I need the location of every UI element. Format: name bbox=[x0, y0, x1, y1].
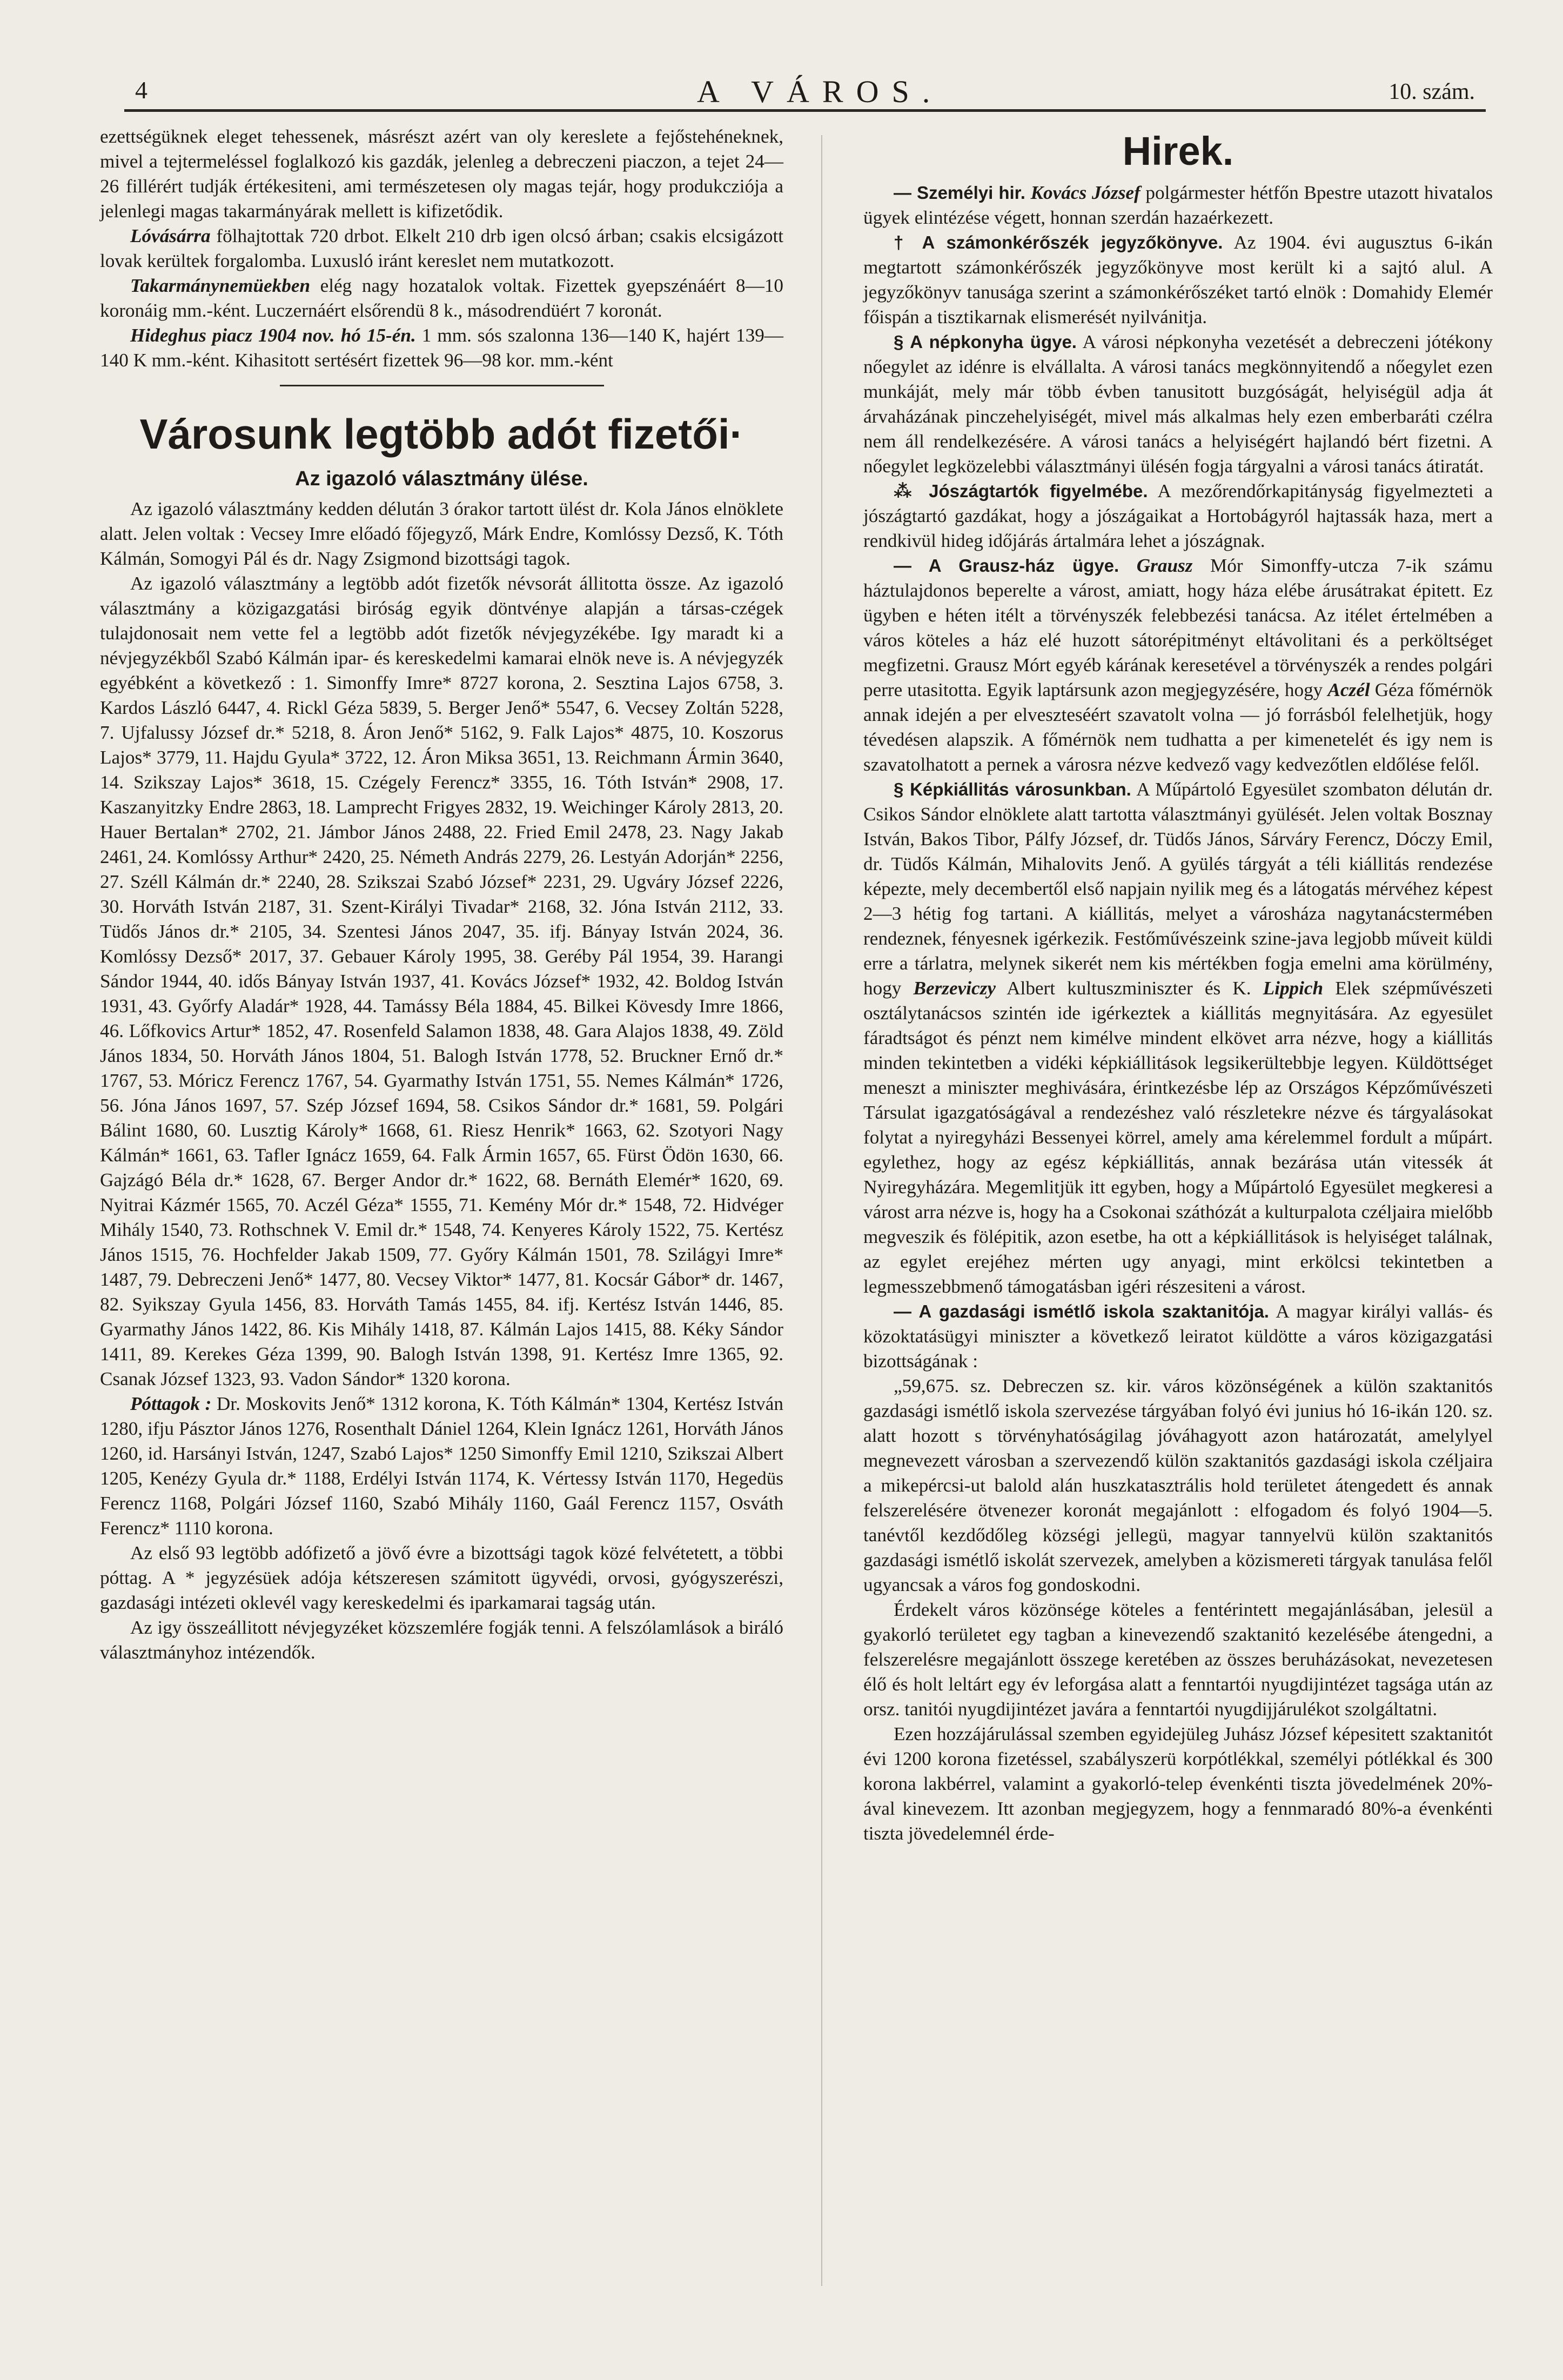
news-item-grausz-house bbox=[863, 553, 1493, 777]
news-item-text: Albert kultuszminiszter és K. bbox=[995, 978, 1251, 999]
news-item-text: Az 1904. évi augusztus 6-ikán megtartott számonkérőszék jegyzőkönyve most került ki a sajtó alul. A jegyzőkönyv tanusága szerint a számonkérőszéket tartó elnök : Domahidy Elemér főispán a tisztikarnak elismerését nyilvánitja. bbox=[863, 232, 1493, 327]
market-horse-title: Lóvásárra bbox=[130, 225, 211, 246]
section-rule bbox=[280, 385, 604, 386]
person-name: Kovács József bbox=[1030, 182, 1141, 203]
page-number: 4 bbox=[135, 76, 147, 104]
column-divider bbox=[821, 135, 822, 2286]
news-item-text: A magyar királyi vallás- és közoktatásügyi miniszter a következő leiratot küldötte a város közigazgatási bizottságának : bbox=[863, 1301, 1493, 1372]
substitutes-paragraph bbox=[100, 1392, 783, 1541]
news-item-text: Géza főmérnök annak idején a per elveszteséért szavatolt volna — jó forrásból felelhetjük, hogy tévedésen alapszik. A főmérnök nem tudhatta a per kimenetelét és igy nem is szavatolhatott a pernek a városra nézve kedvező vagy kedvezőtlen eldőlése felől. bbox=[863, 679, 1493, 775]
market-meat-title: Hideghus piacz 1904 nov. hó 15-én. bbox=[130, 325, 416, 346]
news-item-heading: § A népkonyha ügye. bbox=[894, 332, 1077, 352]
news-heading: Hirek. bbox=[1122, 129, 1234, 173]
left-column bbox=[100, 124, 783, 1665]
substitutes-text: Dr. Moskovits Jenő* 1312 korona, K. Tóth Kálmán* 1304, Kertész István 1280, ifju Pásztor János 1276, Rosenthalt Dániel 1264, Klein Ignácz 1261, Horváth János 1260, id. Harsányi István, 1247, Szabó Lajos* 1250 Simonffy Emil 1210, Szikszai Albert 1205, Kenézy Gyula dr.* 1188, Erdélyi István 1174, K. Vértessy István 1170, Hegedüs Ferencz 1168, Polgári József 1160, Szabó Mihály 1160, Gaál Ferencz 1157, Osváth Ferencz* 1110 korona. bbox=[100, 1393, 783, 1539]
decree-quote-2: Érdekelt város közönsége köteles a fentérintett megajánlásában, jelesül a gyakorló területet egy tagban a kinevezendő szaktanitó kezelésébe átengedni, a felszerelésre megajánlott összege keretében az összes beruházásokat, nevezetesen élő és holt leltárt egy év leforgása alatt a fenntartói nyugdijintézet tagsága után az orsz. tanitói nyugdijintézet javára a fenntartói nyugdijjárulékot szolgáltatni. bbox=[863, 1599, 1493, 1720]
decree-quote-3: Ezen hozzájárulással szemben egyidejüleg Juhász József képesitett szaktanitót évi 1200 korona fizetéssel, szabályszerü korpótlékkal, személyi pótlékkal és 300 korona lakbérrel, valamint a gyakorló-telep évenkénti tiszta jövedelmének 20%-ával kinevezem. Itt azonban megjegyzem, hogy a fennmaradó 80%-a évenkénti tiszta jövedelemnél érde- bbox=[863, 1723, 1493, 1844]
news-item-heading: ⁂ Jószágtartók figyelmébe. bbox=[894, 481, 1148, 501]
news-item-heading: § Képkiállitás városunkban. bbox=[894, 779, 1131, 799]
news-item-soup-kitchen bbox=[863, 330, 1493, 479]
substitutes-title: Póttagok : bbox=[130, 1393, 212, 1414]
article-subheading: Az igazoló választmány ülése. bbox=[295, 467, 588, 490]
news-item-text: Mór Simonffy-utcza 7-ik számu háztulajdonos beperelte a várost, amiatt, hogy háza elébe árusátrakat épitett. Ez ügyben e héten itélt a törvényszék felebbezési tanácsa. Az itélet értelmében a város köteles a ház elé huzott sátorépitményt eltávolitani és a perköltséget megfizetni. Grausz Mórt egyéb kárának keresetével a törvényszék a rendes polgári perre utasitotta. Egyik laptársunk azon megjegyzésére, hogy bbox=[863, 555, 1493, 700]
market-paragraph-2 bbox=[100, 224, 783, 273]
news-item-heading: — A gazdasági ismétlő iskola szaktanitója. bbox=[894, 1301, 1269, 1321]
news-item-text: A Műpártoló Egyesület szombaton délután dr. Csikos Sándor elnöklete alatt tartotta választmányi gyülését. Jelen voltak Bosznay István, Bakos Tibor, Pálfy József, dr. Tüdős János, Sárváry Ferencz, Dóczy Emil, dr. Tüdős Kálmán, Mihalovits Jenő. A gyülés tárgyát a téli kiállitás rendezése képezte, mely decembertől első napjain nyilik meg és a látogatás mérvéhez képest 2—3 hétig fog tartani. A kiállitás, melyet a városháza nagytanácstermében rendeznek, fényesnek igérkezik. Festőművészeink szine-java legjobb műveit küldi erre a tárlatra, melynek sikerét nem kis mértékben fogja emelni ama körülmény, hogy bbox=[863, 779, 1493, 999]
news-item-school bbox=[863, 1299, 1493, 1374]
news-item-heading: — Személyi hir. bbox=[894, 183, 1025, 203]
article-heading: Városunk legtöbb adót fizetői· bbox=[139, 410, 744, 458]
market-meat-text: 1 mm. sós szalonna 136—140 K, hajért 139—140 K mm.-ként. Kihasitott sertésért fizettek 96—98 kor. mm.-ként bbox=[100, 325, 783, 371]
news-item-minutes bbox=[863, 230, 1493, 330]
decree-quote-1: „59,675. sz. Debreczen sz. kir. város közönségének a külön szaktanitós gazdasági ismétlő iskola szervezése tárgyában folyó évi junius hó 16-ikán 120. sz. alatt hozott s törvényhatóságilag jóváhagyott azon határozatát, amelylyel megnevezett városban a szervezendő külön szaktanitós gazdasági iskola czéljaira a mikepércsi-ut balold alán huszkatasztrális hold területet átengedett és annak felszerelésére ötvenezer koronát megajánlott : elfogadom és folyó 1904—5. tanévtől kezdődőleg községi jellegü, magyar tannyelvü külön szaktanitós gazdasági ismétlő iskolát szervezek, amelyben a közismereti tárgyak tanulása felől ugyancsak a város fog gondoskodni. bbox=[863, 1375, 1493, 1595]
news-item-text: Elek szépművészeti osztálytanácsos szintén ide igérkeztek a kiállitás megnyitására. Az egyesület fáradtságot és pénzt nem kimélve mindent elkövet arra nézve, hogy a kiállitás minden tekintetben a vidéki képkiállitások legsikerültebbje legyen. Küldöttséget meneszt a miniszter meghivására, érintkezésbe lép az Országos Képzőművészeti Társulat igazgatóságával a rendezéshez való részletekre nézve és tárgyalásokat folytat a nyiregyházi Bessenyei körrel, amely ama kérelemmel fordult a műpárt. egylethez, hogy az egész képkiállitás, annak bezárása után vitessék át Nyiregyházára. Megemlitjük itt egyben, hogy a Műpártoló Egyesület megkeresi a várost arra nézve is, hogy ha a Csokonai száthózát a kulturpalota czéljaira mielőbb megveszik és fölépitik, azon esetbe, ha ott a képkiállitások is helyiséget találnak, az egylet erejéhez mérten ugy anyagi, mint erkölcsi tekintetben a legmesszebbmenő támogatásban igéri részesiteni a várost. bbox=[863, 978, 1493, 1297]
right-column bbox=[863, 124, 1493, 1846]
news-item-heading: † A számonkérőszék jegyzőkönyve. bbox=[894, 232, 1223, 252]
person-name: Aczél bbox=[1327, 679, 1370, 700]
market-fodder-text: elég nagy hozatalok voltak. Fizettek gyepszénáért 8—10 koronáig mm.-ként. Luczernáért elsőrendü 8 k., másodrendüért 7 koronát. bbox=[100, 275, 783, 321]
market-fodder-title: Takarmánynemüekben bbox=[130, 275, 311, 296]
news-item-heading: — A Grausz-ház ügye. bbox=[894, 556, 1119, 576]
issue-number: 10. szám. bbox=[1388, 79, 1475, 104]
market-horse-text: fölhajtottak 720 drbot. Elkelt 210 drb igen olcsó árban; csakis elcsigázott lovak kerültek forgalomba. Luxusló iránt kereslet nem mutatkozott. bbox=[100, 225, 783, 271]
market-paragraph-3 bbox=[100, 273, 783, 323]
news-item-text: A városi népkonyha vezetését a debreczeni jótékony nőegylet az idénre is elvállalta. A városi tanács megkönnyitendő a nőegylet ezen munkáját, mely már több évben tanusitott buzgóságát, helyiségül adja át árvaházának pinczehelyiségét, mivel más alkalmas hely ezen emberbaráti czélra nem áll rendelkezésére. A városi tanács a helyiségért hajlandó bért fizetni. A nőegylet legközelebbi választmányi ülésén fogja tárgyalni a városi tanács átiratát. bbox=[863, 331, 1493, 477]
article-paragraph-final: Az igy összeállitott névjegyzéket közszemlére fogják tenni. A felszólamlások a biráló választmányhoz intézendők. bbox=[100, 1617, 783, 1663]
taxpayer-list: Az igazoló választmány a legtöbb adót fizetők névsorát állitotta össze. Az igazoló választmány a közigazgatási biróság egyik döntvénye alapján a társas-czégek tulajdonosait nem vette fel a legtöbb adót fizetők névjegyzékébe. Igy maradt ki a névjegyzékből Szabó Kálmán ipar- és kereskedelmi kamarai elnök neve is. A névjegyzék egyébként a következő : 1. Simonffy Imre* 8727 korona, 2. Sesztina Lajos 6758, 3. Kardos László 6447, 4. Rickl Géza 5839, 5. Berger Jenő* 5547, 6. Vecsey Zoltán 5228, 7. Ujfalussy József dr.* 5218, 8. Áron Jenő* 5162, 9. Falk Lajos* 4875, 10. Koszorus Lajos* 3779, 11. Hajdu Gyula* 3722, 12. Áron Miksa 3651, 13. Reichmann Ármin 3640, 14. Szikszay Lajos* 3618, 15. Czégely Ferencz* 3355, 16. Tóth István* 2908, 17. Kaszanyitzky Endre 2863, 18. Lamprecht Frigyes 2832, 19. Weichinger Károly 2813, 20. Hauer Bertalan* 2702, 21. Jámbor János 2488, 22. Fried Emil 2478, 23. Nagy Jakab 2461, 24. Komlóssy Arthur* 2420, 25. Németh András 2279, 26. Lestyán Adorján* 2256, 27. Széll Kálmán dr.* 2240, 28. Szikszai Szabó József* 2231, 29. Ugváry József 2226, 30. Horváth István 2187, 31. Szent-Királyi Tivadar* 2168, 32. Jóna István 2112, 33. Tüdős János dr.* 2105, 34. Szentesi János 2047, 35. ifj. Bányay István 2024, 36. Komlóssy Dezső* 2017, 37. Gebauer Károly 1995, 38. Geréby Pál 1954, 39. Harangi Sándor 1944, 40. idős Bányay István 1937, 41. Kovács József* 1932, 42. Boldog István 1931, 43. Győrfy Aladár* 1928, 44. Tamássy Béla 1884, 45. Bilkei Kövesdy Imre 1866, 46. Lőfkovics Artur* 1852, 47. Rosenfeld Salamon 1838, 48. Gara Alajos 1838, 49. Zöld János 1834, 50. Horváth János 1804, 51. Balogh István 1778, 52. Bruckner Ernő dr.* 1767, 53. Móricz Ferencz 1767, 54. Gyarmathy István 1751, 55. Nemes Kálmán* 1726, 56. Jóna János 1697, 57. Szép József 1694, 58. Csikos Sándor dr.* 1681, 59. Polgári Bálint 1680, 60. Lusztig Károly* 1668, 61. Riesz Henrik* 1663, 62. Szotyori Nagy Kálmán* 1661, 63. Tafler Ignácz 1659, 64. Falk Ármin 1657, 65. Fürst Ödön 1630, 66. Gajzágó Béla dr.* 1628, 67. Berger Andor dr.* 1622, 68. Bernáth Elemér* 1620, 69. Nyitrai Kázmér 1565, 70. Aczél Géza* 1555, 71. Kemény Mór dr.* 1548, 72. Hidvéger Mihály 1540, 73. Rothschnek V. Emil dr.* 1548, 74. Kenyeres Károly 1522, 75. Kertész János 1515, 76. Hochfelder Jakab 1509, 77. Győry Kálmán 1501, 78. Szilágyi Imre* 1487, 79. Debreczeni Jenő* 1477, 80. Vecsey Viktor* 1477, 81. Kocsár Gábor* dr. 1467, 82. Syikszay Gyula 1456, 83. Horváth Tamás 1455, 84. ifj. Kertész István 1446, 85. Gyarmathy János 1422, 86. Kis Mihály 1418, 87. Kálmán Lajos 1415, 88. Kéky Sándor 1411, 89. Kerekes Géza 1399, 90. Balogh István 1398, 91. Kertész Imre 1365, 92. Csanak József 1323, 93. Vadon Sándor* 1320 korona. bbox=[100, 573, 783, 1389]
person-name: Grausz bbox=[1136, 555, 1193, 576]
header-rule bbox=[124, 109, 1486, 112]
article-paragraph-note: Az első 93 legtöbb adófizető a jövő évre a bizottsági tagok közé felvétetett, a többi póttag. A * jegyzésüek adója kétszeresen számitott ügyvédi, orvosi, gyógyszerészi, gazdasági intézeti oklevél vagy kereskedelmi és iparkamarai tagság után. bbox=[100, 1542, 783, 1613]
page-header bbox=[124, 65, 1486, 113]
newspaper-title: A VÁROS. bbox=[697, 74, 943, 109]
market-paragraph-4 bbox=[100, 323, 783, 373]
news-item-text: polgármester hétfőn Bpestre utazott hivatalos ügyek elintézése végett, honnan szerdán hazaérkezett. bbox=[863, 182, 1493, 228]
person-name: Berzeviczy bbox=[913, 978, 996, 999]
market-paragraph-1: ezettségüknek eleget tehessenek, másrészt azért van oly kereslete a fejőstehéneknek, mivel a tejtermeléssel foglalkozó kis gazdák, jelenleg a debreczeni piaczon, a tejet 24—26 fillérért tudják értékesiteni, ami természetesen oly magas tejár, hogy produkcziója a jelenlegi magas takarmányárak mellett is kifizetődik. bbox=[100, 126, 783, 222]
news-item-livestock bbox=[863, 479, 1493, 553]
news-item-personal bbox=[863, 180, 1493, 230]
news-item-exhibition bbox=[863, 777, 1493, 1299]
article-paragraph-1: Az igazoló választmány kedden délután 3 órakor tartott ülést dr. Kola János elnöklete alatt. Jelen voltak : Vecsey Imre előadó főjegyző, Márk Endre, Komlóssy Dezső, K. Tóth Kálmán, Somogyi Pál és dr. Nagy Zsigmond bizottsági tagok. bbox=[100, 498, 783, 569]
person-name: Lippich bbox=[1263, 978, 1324, 999]
news-item-text: A mezőrendőrkapitányság figyelmezteti a jószágtartó gazdákat, hogy a jószágaikat a Hortobágyról hajtassák haza, mert a rendkivül hideg időjárás ártalmára lehet a jószágnak. bbox=[863, 480, 1493, 551]
